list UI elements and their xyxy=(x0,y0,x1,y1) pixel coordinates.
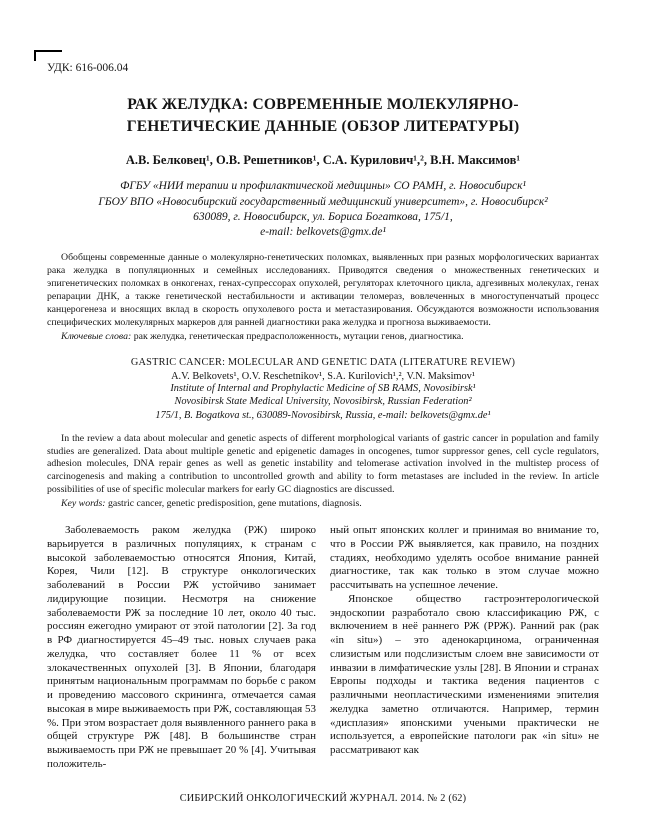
authors-en: A.V. Belkovets¹, O.V. Reschetnikov¹, S.A. Kurilovich¹,², V.N. Maksimov¹ xyxy=(171,370,475,382)
body-paragraph: Заболеваемость раком желудка (РЖ) широко варьируется в различных популяциях, к странам с высокой заболеваемостью относятся Япония, Китай, Корея, Чили [12]. В структуре онкологических заболеваний в России РЖ устойчиво занимает лидирующие позиции. Несмотря на снижение заболеваемости РЖ за последние 10 лет, около 40 тыс. россиян ежегодно умирают от этой патологии [2]. За год в РФ диагностируется 45–49 тыс. новых случаев рака желудка, что составляет более 11 % от всех злокачественных опухолей [3]. В Японии, благодаря принятым национальным программам по борьбе с раком и проведению массового скрининга, отмечается самая высокая в мире выживаемость при РЖ, составляющая 53 %. При этом возрастает доля выявленного раннего рака в общей структуре РЖ [48]. В большинстве стран выживаемость при РЖ не превышает 20 % [4]. Учитывая положитель- xyxy=(47,524,316,770)
affiliation-line: ФГБУ «НИИ терапии и профилактической медицины» СО РАМН, г. Новосибирск¹ xyxy=(120,180,526,193)
english-header xyxy=(47,357,599,423)
affiliation-line: 630089, г. Новосибирск, ул. Бориса Богаткова, 175/1, xyxy=(193,210,453,223)
keywords-ru-text: рак желудка, генетическая предрасположенность, мутации генов, диагностика. xyxy=(131,330,464,342)
affiliation-en-line: Institute of Internal and Prophylactic Medicine of SB RAMS, Novosibirsk¹ xyxy=(170,382,476,394)
body-column-left xyxy=(47,524,316,772)
body-column-right xyxy=(330,524,599,772)
abstract-en: In the review a data about molecular and genetic aspects of different morphological variants of gastric cancer in population and family studies are generalized. Data about multiple genetic and epigenetic damages in oncogenes, tumor suppressor genes, cell cycle regulators, adhesion molecules, DNA repair genes as well as genetic instability and telomerase activation involved in the multistep process of carcinogenesis and making a contribution to uncontrolled growth and ability to form metastases are included in the review. In article possibilities of use of specific molecular markers for early GC diagnostics are discussed. xyxy=(47,432,599,496)
affiliation-en-email: 175/1, B. Bogatkova st., 630089-Novosibirsk, Russia, e-mail: belkovets@gmx.de¹ xyxy=(155,409,491,421)
article-title-ru: РАК ЖЕЛУДКА: СОВРЕМЕННЫЕ МОЛЕКУЛЯРНО-ГЕНЕТИЧЕСКИЕ ДАННЫЕ (ОБЗОР ЛИТЕРАТУРЫ) xyxy=(126,96,520,135)
article-title-en: GASTRIC CANCER: MOLECULAR AND GENETIC DATA (LITERATURE REVIEW) xyxy=(130,356,516,368)
keywords-en-text: gastric cancer, genetic predisposition, gene mutations, diagnosis. xyxy=(105,498,362,510)
abstract-ru: Обобщены современные данные о молекулярно-генетических поломках, выявленных при разных морфологических вариантах рака желудка в популяционных и семейных исследованиях. Приводятся сведения о множественных генетических и эпигенетических поломках в онкогенах, генах-супрессорах опухолей, регуляторах клеточного цикла, адгезивных молекулах, генах репарации ДНК, а также генетической нестабильности и активации теломераз, вовлеченных в многоступенчатый процесс канцерогенеза и вносящих вклад в скорость опухолевого роста и метастазирования. Обсуждаются возможности использования специфических молекулярных маркеров для ранней диагностики рака желудка и прогноза выживаемости. xyxy=(47,252,599,328)
keywords-ru-label: Ключевые слова: xyxy=(61,330,132,342)
affiliation-email: e-mail: belkovets@gmx.de¹ xyxy=(260,225,386,238)
corner-mark xyxy=(34,50,62,61)
keywords-ru xyxy=(47,331,599,344)
journal-footer: СИБИРСКИЙ ОНКОЛОГИЧЕСКИЙ ЖУРНАЛ. 2014. № 2 (62) xyxy=(179,793,467,804)
authors-ru: А.В. Белковец¹, О.В. Решетников¹, С.А. Курилович¹,², В.Н. Максимов¹ xyxy=(125,153,521,168)
keywords-en xyxy=(47,498,599,511)
body-paragraph: Японское общество гастроэнтерологической эндоскопии разработало свою классификацию РЖ, с включением в неё раннего РЖ (РРЖ). Ранний рак (рак «in situ») – это аденокарцинома, ограниченная слизистым или подслизистым слоем вне зависимости от инвазии в лимфатические узлы [28]. В Японии и странах Европы подходы и тактика ведения пациентов с различными неопластическими изменениями эпителия желудка заметно отличаются. Например, термин «дисплазия» японскими учеными практически не используется, а европейские патологи рак «in situ» не рассматривают как xyxy=(330,592,599,757)
body-columns xyxy=(47,524,599,772)
affiliation-en-line: Novosibirsk State Medical University, Novosibirsk, Russian Federation² xyxy=(174,396,472,408)
body-paragraph-continuation: ный опыт японских коллег и принимая во внимание то, что в России РЖ выявляется, как правило, на поздних стадиях, необходимо уделять особое внимание ранней диагностике, так как только в этом случае можно рассчитывать на успешное лечение. xyxy=(330,524,599,592)
udc-code: УДК: 616-006.04 xyxy=(47,62,129,74)
keywords-en-label: Key words: xyxy=(61,498,106,510)
affiliation-line: ГБОУ ВПО «Новосибирский государственный медицинский университет», г. Новосибирск² xyxy=(98,195,548,208)
affiliations-ru xyxy=(47,179,599,240)
